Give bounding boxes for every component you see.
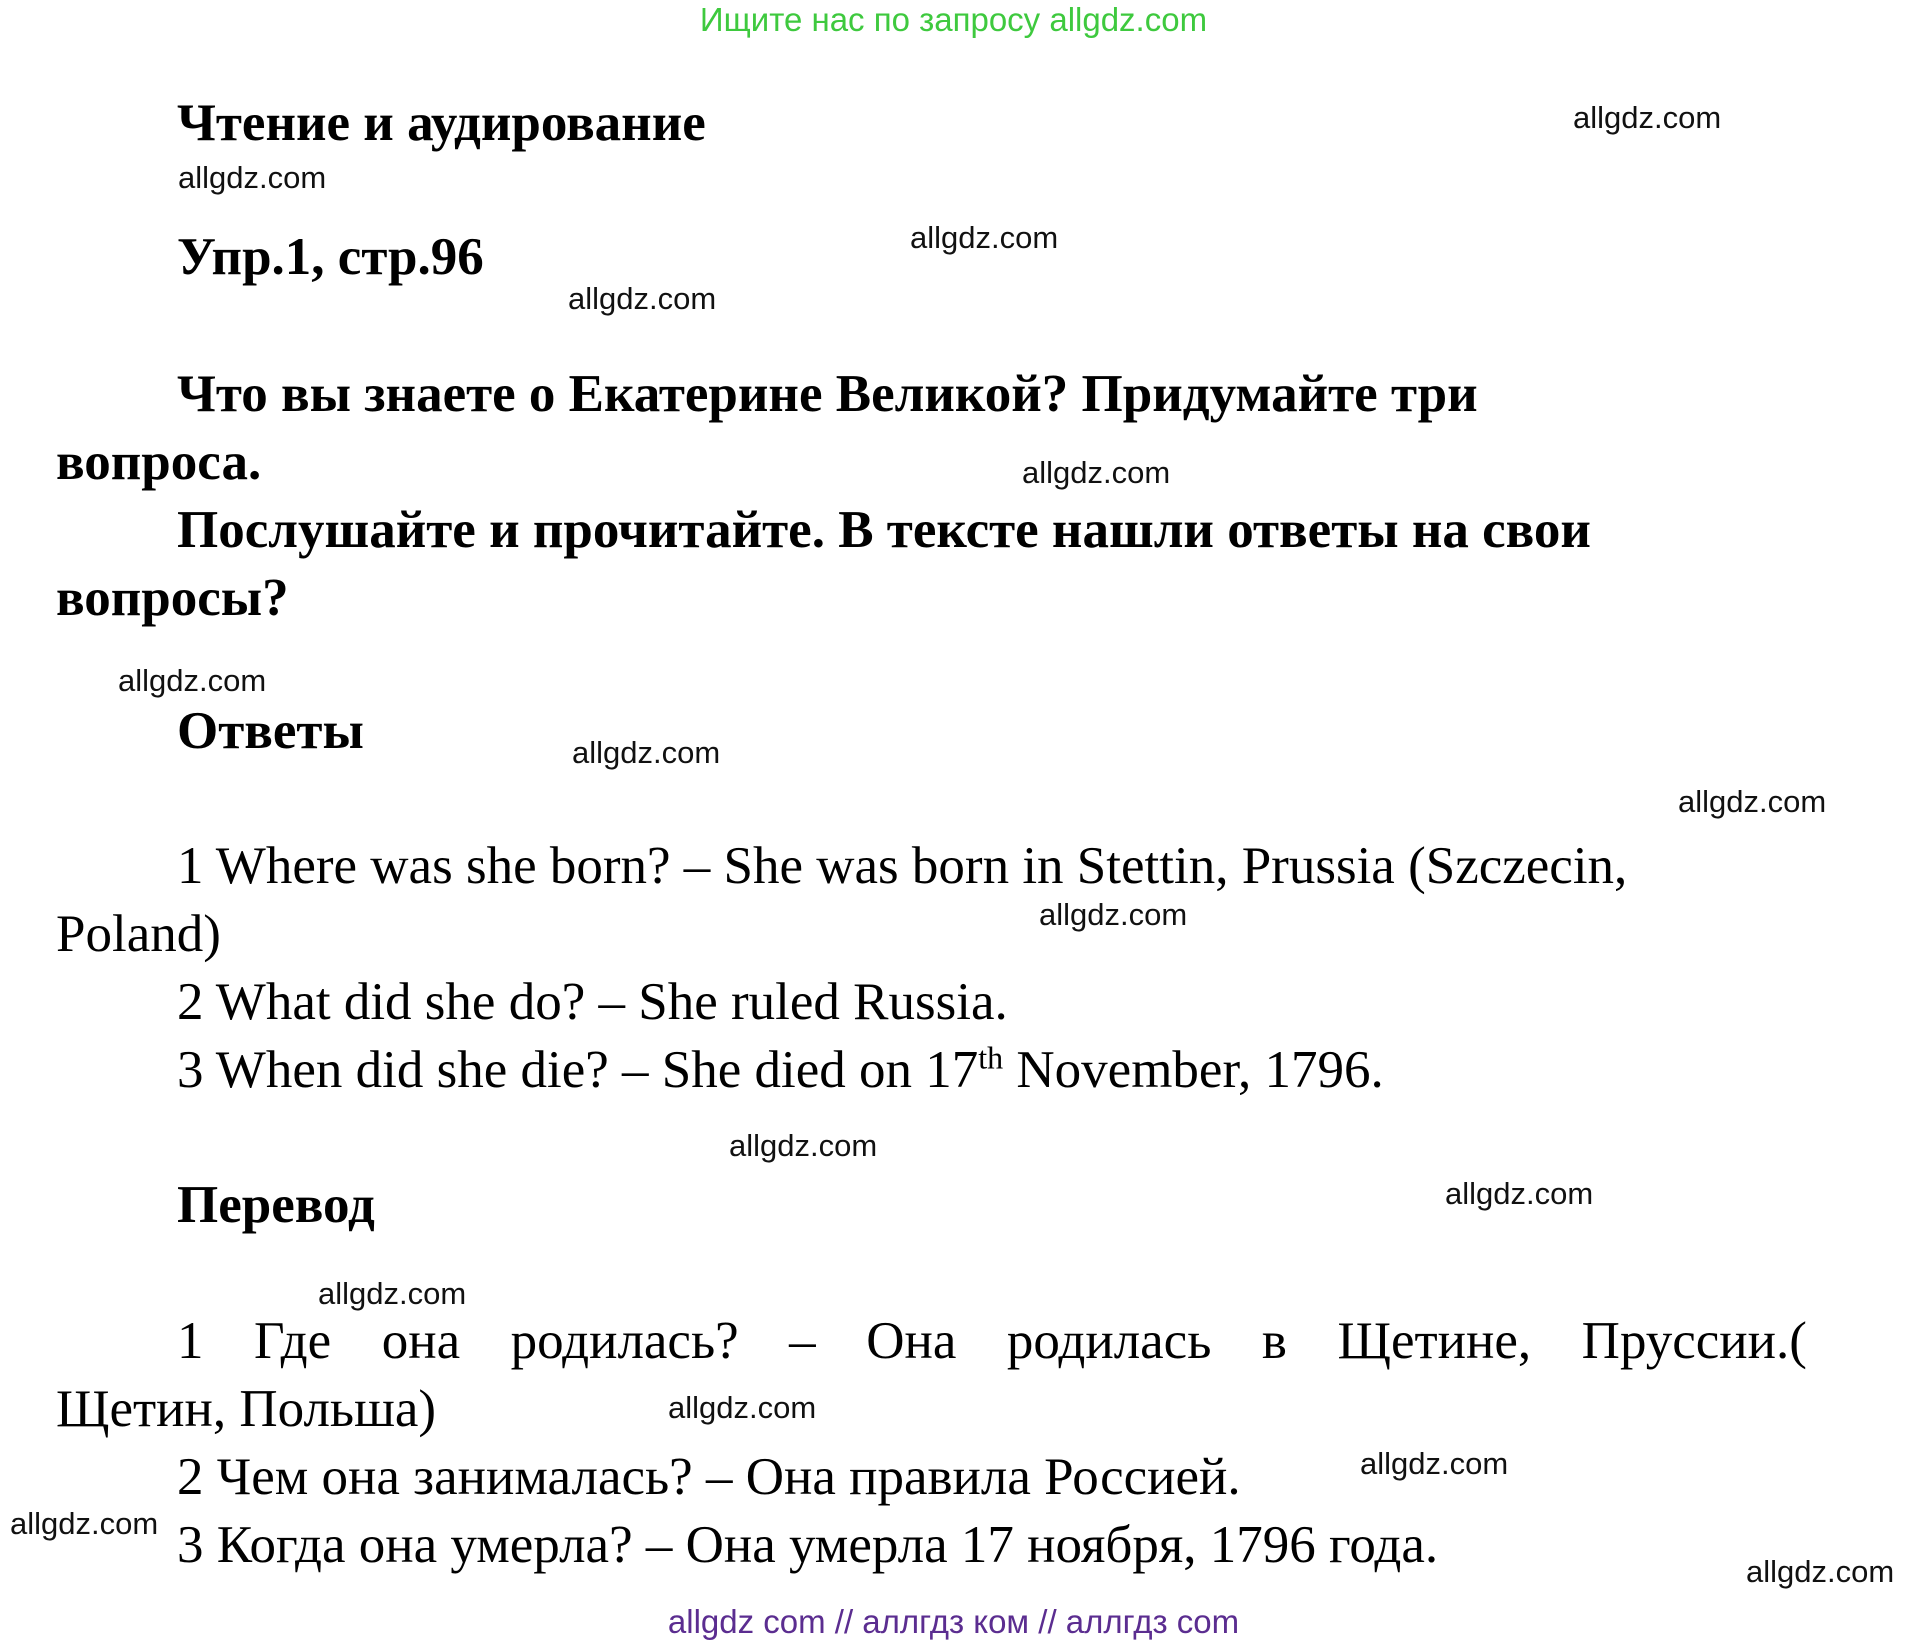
watermark: allgdz.com bbox=[1746, 1554, 1895, 1589]
task-line-1: Что вы знаете о Екатерине Великой? Придумайте три bbox=[177, 365, 1478, 423]
answer-3-end: November, 1796. bbox=[1003, 1041, 1384, 1099]
bottom-banner[interactable]: allgdz com // аллгдз ком // аллгдз com bbox=[667, 1603, 1240, 1640]
t1-word: Где bbox=[254, 1312, 332, 1370]
exercise-reference: Упр.1, стр.96 bbox=[177, 228, 484, 286]
t1-word: Щетине, bbox=[1337, 1312, 1532, 1370]
watermark: allgdz.com bbox=[1678, 784, 1827, 819]
t1-word: родилась? bbox=[510, 1312, 739, 1370]
t1-word: родилась bbox=[1006, 1312, 1212, 1370]
top-banner[interactable]: Ищите нас по запросу allgdz.com bbox=[699, 1, 1208, 38]
answer-3-main: 3 When did she die? – She died on 17 bbox=[177, 1041, 979, 1099]
watermark: allgdz.com bbox=[178, 160, 327, 195]
watermark: allgdz.com bbox=[10, 1506, 159, 1541]
t1-word: она bbox=[381, 1312, 461, 1370]
translation-3: 3 Когда она умерла? – Она умерла 17 ноября, 1796 года. bbox=[177, 1516, 1439, 1574]
watermark: allgdz.com bbox=[568, 281, 717, 316]
translation-1-line-2: Щетин, Польша) bbox=[56, 1380, 437, 1438]
translation-2: 2 Чем она занималась? – Она правила Россией. bbox=[177, 1448, 1241, 1506]
answer-2: 2 What did she do? – She ruled Russia. bbox=[177, 973, 1008, 1031]
answers-heading: Ответы bbox=[177, 702, 364, 760]
answer-3 bbox=[177, 1039, 1384, 1101]
watermark: allgdz.com bbox=[118, 663, 267, 698]
watermark: allgdz.com bbox=[572, 735, 721, 770]
t1-word: Пруссии.( bbox=[1581, 1312, 1807, 1370]
answer-3-superscript: th bbox=[978, 1039, 1004, 1076]
translation-heading: Перевод bbox=[177, 1176, 375, 1234]
translation-1-line-1 bbox=[177, 1310, 1807, 1372]
watermark: allgdz.com bbox=[1022, 455, 1171, 490]
t1-word: – bbox=[789, 1312, 816, 1370]
t1-word: 1 bbox=[177, 1312, 204, 1370]
watermark: allgdz.com bbox=[1573, 100, 1722, 135]
task-line-3: Послушайте и прочитайте. В тексте нашли ответы на свои bbox=[177, 501, 1591, 559]
t1-word: в bbox=[1261, 1312, 1287, 1370]
section-title: Чтение и аудирование bbox=[177, 94, 706, 152]
watermark: allgdz.com bbox=[729, 1128, 878, 1163]
task-line-4: вопросы? bbox=[56, 569, 289, 627]
answer-1-line-1: 1 Where was she born? – She was born in Stettin, Prussia (Szczecin, bbox=[177, 837, 1628, 895]
watermark: allgdz.com bbox=[910, 220, 1059, 255]
answer-1-line-2: Poland) bbox=[56, 905, 221, 963]
watermark: allgdz.com bbox=[1445, 1176, 1594, 1211]
watermark: allgdz.com bbox=[668, 1390, 817, 1425]
t1-word: Она bbox=[866, 1312, 957, 1370]
watermark: allgdz.com bbox=[1039, 897, 1188, 932]
watermark: allgdz.com bbox=[318, 1276, 467, 1311]
task-line-2: вопроса. bbox=[56, 433, 262, 491]
watermark: allgdz.com bbox=[1360, 1446, 1509, 1481]
